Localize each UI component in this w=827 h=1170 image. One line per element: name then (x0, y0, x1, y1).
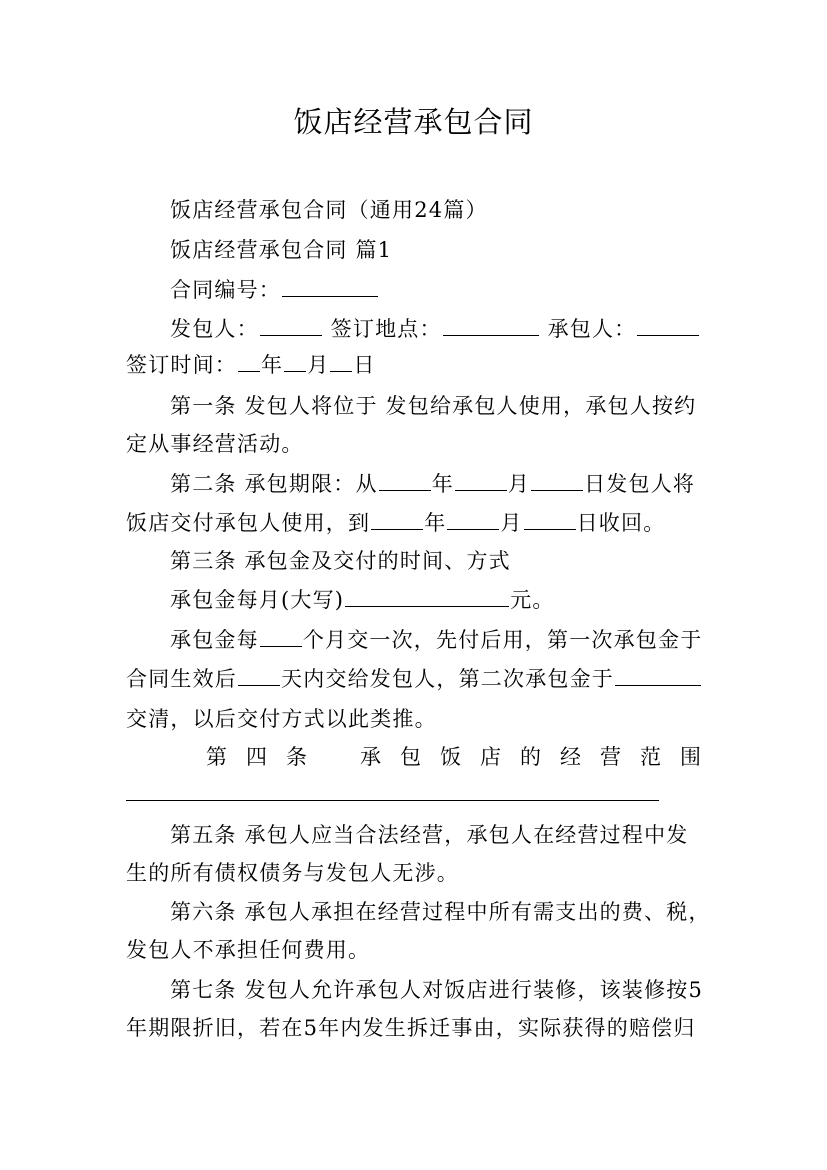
article-2-text-2: 饭店交付承包人使用，到 (126, 511, 371, 535)
subtitle-line: 饭店经营承包合同（通用24篇） (170, 198, 488, 222)
article-4-char: 店 (480, 745, 501, 769)
article-1-line-1: 第一条 发包人将位于 发包给承包人使用，承包人按约 (170, 394, 697, 418)
article-2-line-1 (170, 469, 695, 499)
day-label: 日 (353, 353, 376, 377)
signing-date-line (126, 350, 376, 380)
document-title: 饭店经营承包合同 (293, 105, 534, 139)
article-5-line-2: 生的所有债权债务与发包人无涉。 (126, 861, 459, 885)
end-year-blank (371, 509, 423, 530)
start-month-blank (455, 470, 507, 491)
payment-line-3: 交清，以后交付方式以此类推。 (126, 707, 437, 731)
start-month-label: 月 (507, 472, 531, 496)
year-blank (238, 351, 260, 372)
parties-line (170, 314, 700, 344)
contractor-label: 承包人： (539, 317, 637, 341)
start-day-label: 日发包人将 (584, 472, 696, 496)
contract-number-line (170, 275, 379, 305)
payment-line-2 (126, 664, 702, 694)
end-month-blank (447, 509, 499, 530)
payment-line-1 (170, 625, 702, 655)
day-blank (330, 351, 352, 372)
article-4-blank-line (126, 800, 659, 801)
start-year-blank (379, 470, 431, 491)
monthly-fee-blank (345, 586, 509, 607)
end-day-label: 日收回。 (576, 511, 666, 535)
end-day-blank (524, 509, 576, 530)
article-4-char: 经 (560, 745, 581, 769)
article-4-char: 包 (400, 745, 421, 769)
end-month-label: 月 (500, 511, 523, 535)
end-year-label: 年 (424, 511, 447, 535)
article-4-char: 条 (286, 745, 307, 769)
article-4-char: 承 (360, 745, 381, 769)
employer-blank (260, 315, 322, 336)
article-7-line-1: 第七条 发包人允许承包人对饭店进行装修，该装修按5 (170, 978, 704, 1002)
signing-place-blank (443, 315, 539, 336)
signing-date-label: 签订时间： (126, 353, 237, 377)
article-3-heading: 第三条 承包金及交付的时间、方式 (170, 549, 511, 573)
second-payment-blank (615, 665, 701, 686)
start-year-label: 年 (431, 472, 454, 496)
employer-label: 发包人： (170, 317, 259, 341)
yuan-label: 元。 (510, 588, 555, 612)
article-4-char: 的 (520, 745, 541, 769)
section-heading: 饭店经营承包合同 篇1 (170, 238, 393, 262)
article-4-char: 范 (640, 745, 661, 769)
payment-text-1: 承包金每 (170, 628, 259, 652)
article-4-char: 四 (246, 745, 267, 769)
article-6-line-1: 第六条 承包人承担在经营过程中所有需支出的费、税， (170, 900, 711, 924)
payment-text-4: 天内交给发包人，第二次承包金于 (281, 667, 614, 691)
article-2-line-2 (126, 508, 665, 538)
month-label: 月 (307, 353, 330, 377)
monthly-fee-label: 承包金每月(大写) (170, 588, 345, 612)
contract-number-label: 合同编号： (170, 278, 281, 302)
article-4-heading (206, 742, 701, 772)
start-day-blank (531, 470, 583, 491)
month-blank (284, 351, 306, 372)
article-7-line-2: 年期限折旧，若在5年内发生拆迁事由，实际获得的赔偿归 (126, 1016, 696, 1040)
contract-number-blank (282, 276, 378, 297)
article-1-line-2: 定从事经营活动。 (126, 432, 304, 456)
article-4-char: 第 (206, 745, 227, 769)
days-blank (238, 665, 280, 686)
payment-text-3: 合同生效后 (126, 667, 237, 691)
article-2-text: 第二条 承包期限：从 (170, 472, 378, 496)
payment-text-2: 个月交一次，先付后用，第一次承包金于 (302, 628, 703, 652)
monthly-fee-line (170, 585, 555, 615)
year-label: 年 (261, 353, 284, 377)
article-4-char: 营 (600, 745, 621, 769)
article-6-line-2: 发包人不承担任何费用。 (126, 938, 371, 962)
article-4-char: 围 (680, 745, 701, 769)
article-5-line-1: 第五条 承包人应当合法经营，承包人在经营过程中发 (170, 823, 689, 847)
article-4-char: 饭 (440, 745, 461, 769)
signing-place-label: 签订地点： (322, 317, 442, 341)
months-blank (260, 626, 302, 647)
contractor-blank (637, 315, 699, 336)
